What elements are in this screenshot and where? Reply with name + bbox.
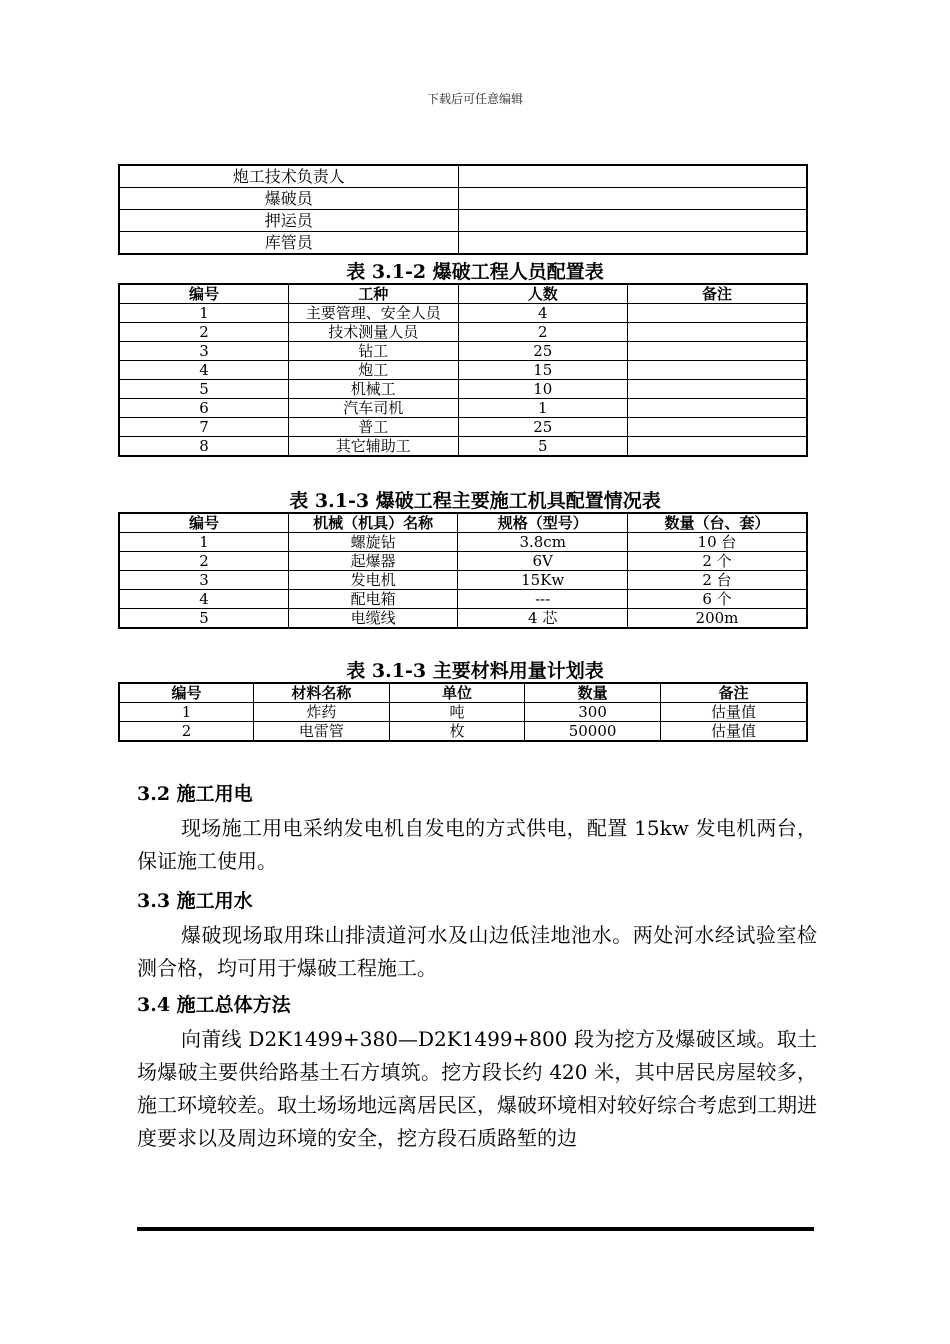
section-body-method	[137, 1023, 817, 1155]
section-text-power: 现场施工用电采纳发电机自发电的方式供电，配置 15kw 发电机两台，保证施工使用。	[137, 816, 817, 873]
table-row	[119, 380, 807, 399]
column-header: 编号	[119, 284, 288, 304]
section-title-method: 3.4 施工总体方法	[137, 994, 291, 1016]
table-cell: 1	[119, 304, 288, 323]
table-cell: 6V	[458, 552, 628, 571]
table-cell: 4	[458, 304, 628, 323]
table-cell: 2	[458, 323, 628, 342]
table-cell	[628, 380, 807, 399]
table-cell: 25	[458, 418, 628, 437]
table-cell	[628, 304, 807, 323]
table-cell: 3	[119, 342, 288, 361]
table-cell: 3.8cm	[458, 533, 628, 552]
table-cell: 其它辅助工	[288, 437, 458, 457]
table-cell: 配电箱	[288, 590, 457, 609]
section-text-method: 向莆线 D2K1499+380—D2K1499+800 段为挖方及爆破区域。取土场爆破主要供给路基土石方填筑。挖方段长约 420 米，其中居民房屋较多，施工环境较差。取土场场地远离居民区，爆破环境相对较好综合考虑到工期进度要求以及周边环境的安全，挖方段石质路堑的边	[137, 1027, 817, 1150]
table-cell: 7	[119, 418, 288, 437]
table-cell: 电雷管	[254, 722, 390, 742]
equipment-table	[118, 512, 808, 629]
table-row	[119, 188, 807, 210]
table-cell: 6	[119, 399, 288, 418]
footer-rule	[137, 1227, 814, 1231]
table-cell: 3	[119, 571, 288, 590]
table-cell: 发电机	[288, 571, 457, 590]
table-cell: 6 个	[627, 590, 807, 609]
table-cell: 2	[119, 722, 254, 742]
table-cell: 15Kw	[458, 571, 628, 590]
table-cell: 爆破员	[119, 188, 458, 210]
table-row	[119, 210, 807, 232]
column-header: 数量（台、套）	[627, 513, 807, 533]
section-body-power	[137, 812, 817, 878]
section-body-water	[137, 919, 817, 985]
table-cell: 10 台	[627, 533, 807, 552]
table-cell: 2	[119, 323, 288, 342]
table-cell: 10	[458, 380, 628, 399]
table-cell	[628, 418, 807, 437]
section-title-water: 3.3 施工用水	[137, 890, 253, 912]
table-cell	[458, 232, 807, 255]
table-cell: 电缆线	[288, 609, 457, 629]
table-row	[119, 552, 807, 571]
personnel-table	[118, 283, 808, 457]
table-cell: 押运员	[119, 210, 458, 232]
column-header: 人数	[458, 284, 628, 304]
table-cell	[628, 361, 807, 380]
table-cell: 300	[525, 703, 661, 722]
table-cell	[458, 210, 807, 232]
table-cell: 枚	[389, 722, 525, 742]
table-cell	[628, 323, 807, 342]
table-cell: 4	[119, 361, 288, 380]
table-row	[119, 399, 807, 418]
table-cell: 8	[119, 437, 288, 457]
column-header: 单位	[389, 683, 525, 703]
table-row	[119, 571, 807, 590]
table-row	[119, 361, 807, 380]
table-cell: 钻工	[288, 342, 458, 361]
table-row	[119, 342, 807, 361]
table-cell: 汽车司机	[288, 399, 458, 418]
table-row	[119, 437, 807, 457]
personnel-table-caption: 表 3.1-2 爆破工程人员配置表	[346, 261, 604, 283]
table-cell: 炮工技术负责人	[119, 165, 458, 188]
table-row	[119, 590, 807, 609]
table-cell: 吨	[389, 703, 525, 722]
table-cell: 5	[458, 437, 628, 457]
page-header: 下载后可任意编辑	[426, 92, 523, 106]
table-cell: 25	[458, 342, 628, 361]
table-cell: 2 个	[627, 552, 807, 571]
column-header: 规格（型号）	[458, 513, 628, 533]
table-cell: 螺旋钻	[288, 533, 457, 552]
table-cell: 5	[119, 609, 288, 629]
table-cell	[628, 399, 807, 418]
column-header: 数量	[525, 683, 661, 703]
table-cell: 1	[119, 703, 254, 722]
table-cell: 炸药	[254, 703, 390, 722]
table-cell: 2	[119, 552, 288, 571]
table-cell	[628, 342, 807, 361]
personnel-role-table	[118, 164, 808, 255]
table-cell: 200m	[627, 609, 807, 629]
table-row	[119, 304, 807, 323]
table-cell	[458, 165, 807, 188]
table-row	[119, 609, 807, 629]
table-row	[119, 165, 807, 188]
table-cell: 起爆器	[288, 552, 457, 571]
table-row	[119, 232, 807, 255]
materials-table-caption: 表 3.1-3 主要材料用量计划表	[346, 660, 604, 682]
column-header: 备注	[660, 683, 807, 703]
table-cell: 1	[458, 399, 628, 418]
table-row	[119, 323, 807, 342]
table-cell: 50000	[525, 722, 661, 742]
table-cell: 估量值	[660, 703, 807, 722]
equipment-table-caption: 表 3.1-3 爆破工程主要施工机具配置情况表	[289, 490, 661, 512]
table-cell: 估量值	[660, 722, 807, 742]
column-header: 备注	[628, 284, 807, 304]
table-cell: 炮工	[288, 361, 458, 380]
section-title-power: 3.2 施工用电	[137, 783, 253, 805]
table-cell: 技术测量人员	[288, 323, 458, 342]
table-cell: 2 台	[627, 571, 807, 590]
table-row	[119, 533, 807, 552]
table-cell: 机械工	[288, 380, 458, 399]
column-header: 工种	[288, 284, 458, 304]
column-header: 材料名称	[254, 683, 390, 703]
table-row	[119, 418, 807, 437]
table-row	[119, 722, 807, 742]
table-cell: ---	[458, 590, 628, 609]
table-cell: 1	[119, 533, 288, 552]
table-cell: 主要管理、安全人员	[288, 304, 458, 323]
materials-table	[118, 682, 808, 742]
table-cell	[458, 188, 807, 210]
table-cell: 普工	[288, 418, 458, 437]
column-header: 编号	[119, 683, 254, 703]
column-header: 机械（机具）名称	[288, 513, 457, 533]
section-text-water: 爆破现场取用珠山排渍道河水及山边低洼地池水。两处河水经试验室检测合格，均可用于爆破工程施工。	[137, 923, 817, 980]
column-header: 编号	[119, 513, 288, 533]
table-cell: 4	[119, 590, 288, 609]
table-cell: 库管员	[119, 232, 458, 255]
table-cell	[628, 437, 807, 457]
table-row	[119, 703, 807, 722]
table-cell: 5	[119, 380, 288, 399]
table-cell: 4 芯	[458, 609, 628, 629]
table-cell: 15	[458, 361, 628, 380]
